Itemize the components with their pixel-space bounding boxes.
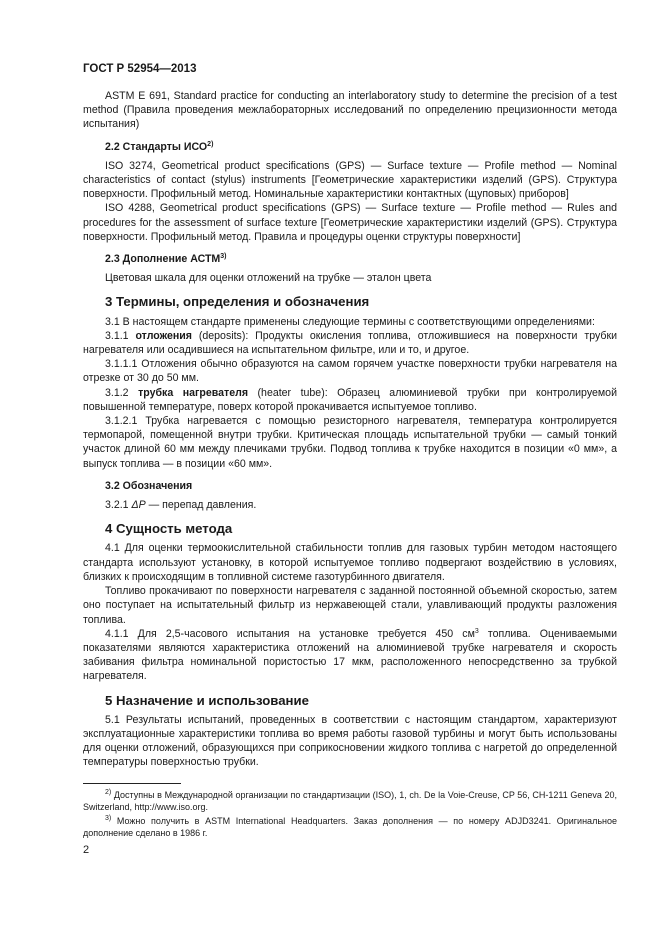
iso-4288-reference: ISO 4288, Geometrical product specifications (GPS) — Surface texture — Profile method — Rules and procedures for the assessment of surface texture [Геометрические характеристики изделий (GPS). Структура поверхности. Профильный метод. Правила и процедуры оценки структуры поверхности] [83, 202, 617, 243]
section-2-3-text: Цветовая шкала для оценки отложений на трубке — эталон цвета [105, 272, 432, 285]
section-5-heading: 5 Назначение и использование [105, 692, 309, 708]
para-4-1-b: Топливо прокачивают по поверхности нагревателя с заданной постоянной объемной скоростью, затем оно поступает на испытательный фильтр из нержавеющей стали, улавливающий продукты разложения топлива. [83, 585, 617, 626]
iso-3274-reference: ISO 3274, Geometrical product specifications (GPS) — Surface texture — Profile method — Nominal characteristics of contact (stylus) instruments [Геометрические характеристики изделий (GPS). Структура поверхности. Профильный метод. Номинальные характеристики контактных (щуповых) приборов] [83, 159, 617, 201]
section-2-3-heading: 2.3 Дополнение АСТМ$^{3)}$ [105, 253, 227, 266]
astm-reference: ASTM E 691, Standard practice for conducting an interlaboratory study to determine the precision of a test method (Правила проведения межлабораторных исследований по определению прецизионности метода испытания) [83, 90, 617, 131]
section-3-2-heading: 3.2 Обозначения [105, 479, 193, 492]
para-3-1: 3.1 В настоящем стандарте применены следующие термины с соответствующими определениями: [105, 315, 595, 328]
document-header: ГОСТ Р 52954—2013 [83, 63, 197, 75]
para-4-1: 4.1 Для оценки термоокислительной стабильности топлив для газовых турбин методом настоящего стандарта используют установку, в которой испытуемое топливо подвергают воздействию в условиях, близких к происходящим в топливной системе газотурбинного двигателя. [83, 542, 617, 583]
para-3-1-1-1: 3.1.1.1 Отложения обычно образуются на самом горячем участке поверхности трубки нагревателя на отрезке от 30 до 50 мм. [83, 358, 617, 385]
section-3-heading: 3 Термины, определения и обозначения [105, 294, 370, 310]
footnote-2: $^{2)}$ Доступны в Международной организации по стандартизации (ISO), 1, ch. De la Voie-Creuse, CP 56, CH-1211 Geneva 20, Switzerland, http://www.iso.org. [83, 789, 617, 812]
section-2-2-heading: 2.2 Стандарты ИСО$^{2)}$ [105, 140, 214, 153]
para-4-1-1: 4.1.1 Для 2,5-часового испытания на установке требуется 450 $см^3$ топлива. Оцениваемыми показателями являются характеристика отложений на алюминиевой трубке нагревателя и скорость забивания фильтра номинальной пористостью 17 мкм, расположенного непосредственно за трубкой нагревателя. [83, 627, 617, 683]
page-number: 2 [83, 844, 90, 856]
para-3-1-2-1: 3.1.2.1 Трубка нагревается с помощью резисторного нагревателя, температура контролируется термопарой, помещенной внутри трубки. Критическая площадь испытательной трубки — самый тонкий участок длиной 60 мм между плечиками трубки. Подвод топлива к трубке находится в позиции «0 мм», а выпуск топлива — в позиции «60 мм». [83, 415, 617, 470]
footnote-divider [83, 783, 181, 784]
para-3-2-1: 3.2.1 ΔP — перепад давления. [105, 499, 257, 512]
para-3-1-2: 3.1.2 трубка нагревателя (heater tube): Образец алюминиевой трубки при контролируемой повышенной температуре, поверх которой прокачивается испытуемое топливо. [83, 386, 617, 413]
para-3-1-1: 3.1.1 отложения (deposits): Продукты окисления топлива, отложившиеся на поверхности трубки нагревателя или осадившиеся на испытательном фильтре, или и то, и другое. [83, 329, 617, 357]
footnote-3: $^{3)}$ Можно получить в ASTM International Headquarters. Заказ дополнения — по номеру ADJD3241. Оригинальное дополнение сделано в 1986 г. [83, 815, 617, 838]
main-content [83, 89, 617, 770]
para-5-1: 5.1 Результаты испытаний, проведенных в соответствии с настоящим стандартом, характеризуют эксплуатационные характеристики топлива во время работы газовой турбины и могут быть использованы для оценки отложений, образующихся при соприкосновении жидкого топлива с нагретой до определенной температуры поверхностью трубки. [83, 713, 617, 769]
section-4-heading: 4 Сущность метода [105, 521, 233, 537]
